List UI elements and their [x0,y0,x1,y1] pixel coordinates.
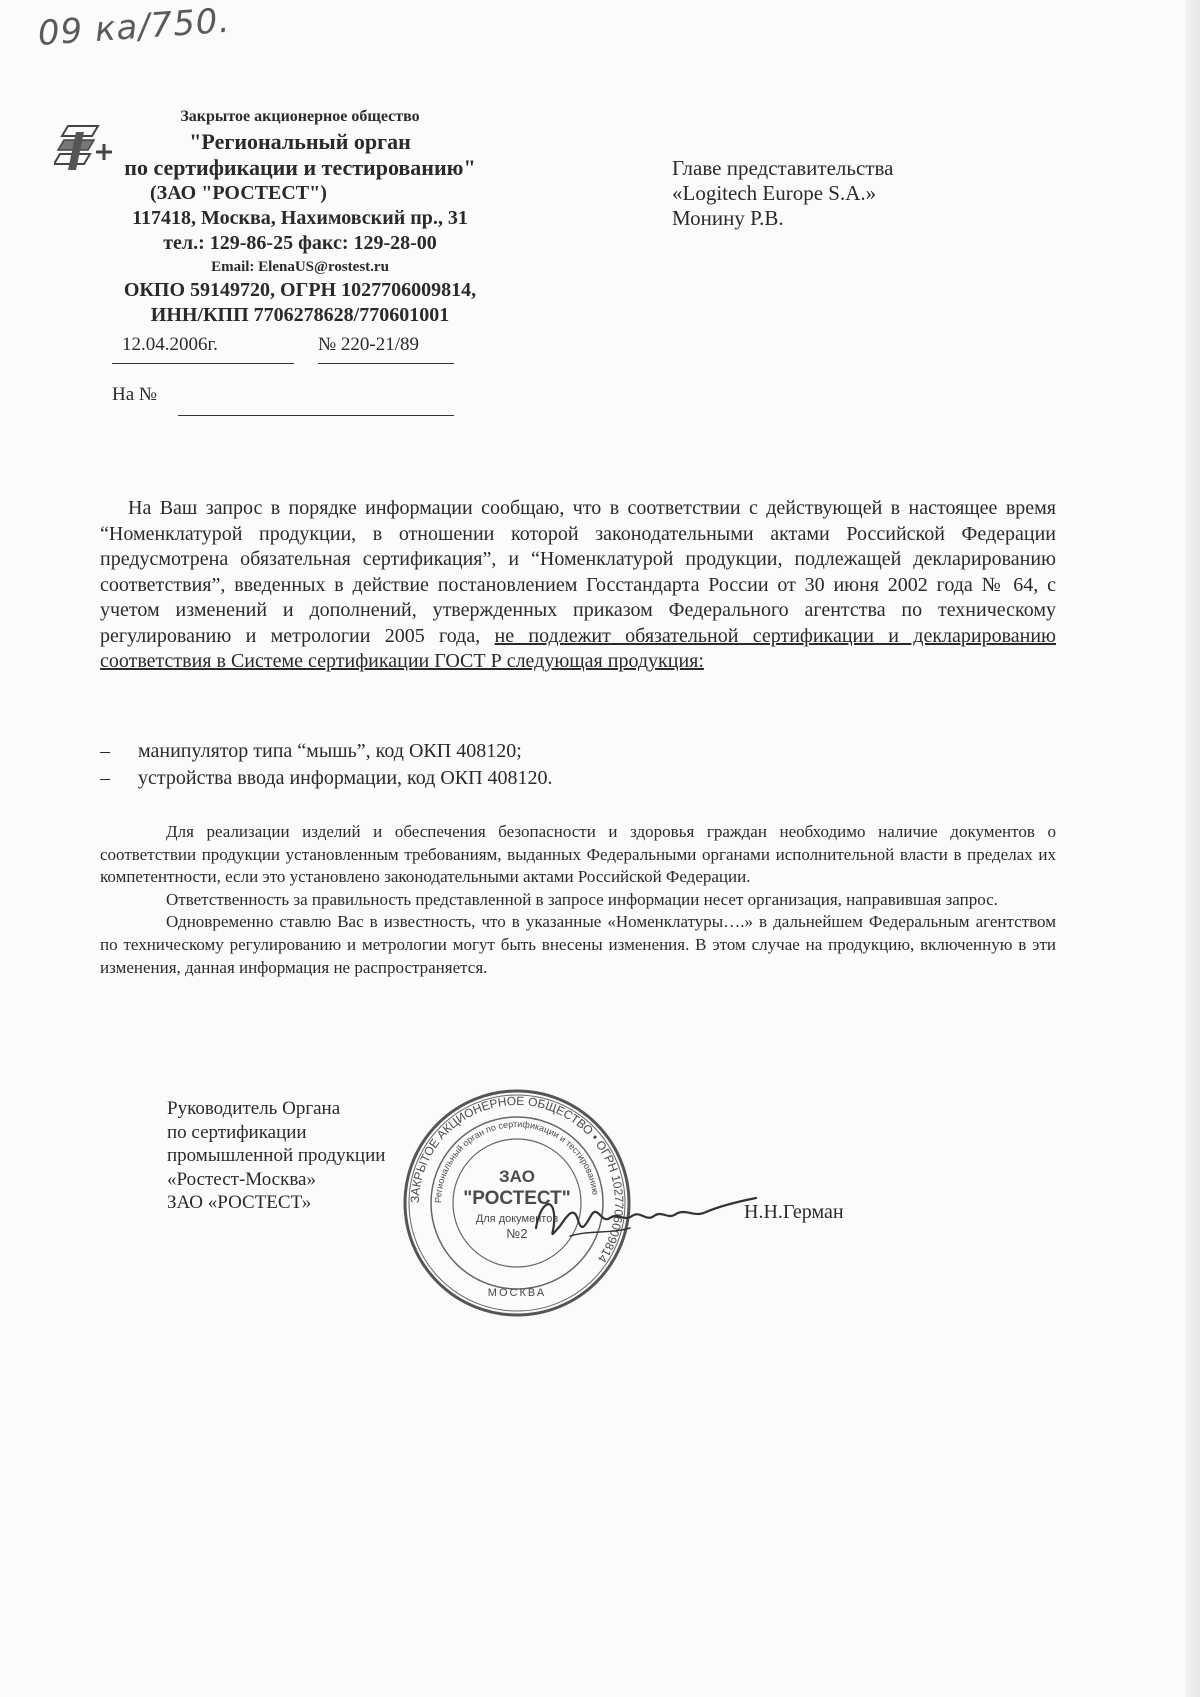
company-email: Email: ElenaUS@rostest.ru [211,259,389,275]
recipient-block [672,156,893,231]
body-paragraphs-2-4 [100,821,1056,979]
body-paragraph-2: Для реализации изделий и обеспечения безопасности и здоровья граждан необходимо наличие документов о соответствии продукции установленным требованиям, выданных Федеральными органами исполнительной власти в пределах их компетентности, если это установлено законодательными актами Российской Федерации. [100,822,1056,887]
stamp-center-line3: Для документов [475,1213,559,1225]
reply-to-underline [178,415,454,416]
list-dash: – [100,740,110,762]
list-dash: – [100,767,110,789]
reply-to-label: На № [112,384,158,405]
company-type: Закрытое акционерное общество [180,108,420,125]
body-paragraph-3: Ответственность за правильность представленной в запросе информации несет организация, направившая запрос. [166,889,998,909]
company-name-line1: "Региональный орган [189,129,411,154]
organization-header [100,108,500,328]
signatory-line4: «Ростест-Москва» [167,1168,316,1190]
company-okpo-ogrn: ОКПО 59149720, ОГРН 1027706009814, [123,279,477,301]
signatory-line3: промышленной продукции [167,1145,386,1166]
company-address: 117418, Москва, Нахимовский пр., 31 [132,207,468,229]
stamp-center-line1: ЗАО [499,1167,535,1186]
body-paragraph-1 [100,496,1056,675]
handwritten-signature [530,1184,760,1254]
signer-name: Н.Н.Герман [744,1201,844,1223]
product-list [100,738,553,792]
list-item [100,738,553,765]
recipient-line3: Монину Р.В. [672,206,784,230]
company-short-name: (ЗАО "РОСТЕСТ") [150,182,327,204]
stamp-center-line2: "РОСТЕСТ" [463,1188,571,1209]
recipient-line1: Главе представительства [672,156,894,180]
list-item [100,765,553,792]
signatory-line1: Руководитель Органа [167,1098,341,1119]
list-item-text: устройства ввода информации, код ОКП 408120. [138,767,553,789]
handwritten-note: 09 ка/750. [36,0,232,54]
stamp-outer-ring-text: ЗАКРЫТОЕ АКЦИОНЕРНОЕ ОБЩЕСТВО • ОГРН 1027706009814 [407,1093,627,1266]
company-name-line2: по сертификации и тестированию" [124,155,476,180]
date-underline [112,363,294,364]
stamp-inner-ring-text: Региональный орган по сертификации и тестированию [432,1118,601,1204]
stamp-center-line4: №2 [506,1226,528,1241]
signatory-line2: по сертификации [167,1121,307,1143]
letter-date: 12.04.2006г. [122,334,218,355]
body-paragraph-4: Одновременно ставлю Вас в известность, что в указанные «Номенклатуры….» в дальнейшем Федеральным агентством по техническому регулированию и метрологии могут быть внесены изменения. В этом случае на продукцию, включенную в эти изменения, данная информация не распространяется. [100,912,1056,977]
company-inn-kpp: ИНН/КПП 7706278628/770601001 [150,304,450,326]
paragraph1-underlined-text: не подлежит обязательной сертификации и декларированию соответствия в Системе сертификации ГОСТ Р следующая продукция: [100,624,1056,672]
signatory-line5: ЗАО «РОСТЕСТ» [167,1192,312,1213]
company-phones: тел.: 129-86-25 факс: 129-28-00 [163,232,437,254]
scan-edge-shadow [1186,0,1200,1697]
number-underline [318,363,454,364]
stamp-bottom-text: МОСКВА [487,1287,547,1299]
letter-number: № 220-21/89 [318,334,419,355]
list-item-text: манипулятор типа “мышь”, код ОКП 408120; [138,740,522,762]
recipient-line2: «Logitech Europe S.A.» [672,181,877,205]
signatory-title [167,1097,385,1215]
paragraph1-text: На Ваш запрос в порядке информации сообщаю, что в соответствии с действующей в настоящее время “Номенклатурой продукции, в отношении которой законодательными актами Российской Федерации предусмотрена обязательная сертификация”, и “Номенклатурой продукции, подлежащей декларированию соответствия”, введенных в действие постановлением Госстандарта России от 30 июня 2002 года № 64, с учетом изменений и дополнений, утвержденных приказом Федерального агентства по техническому регулированию и метрологии 2005 года, [100,497,1056,647]
